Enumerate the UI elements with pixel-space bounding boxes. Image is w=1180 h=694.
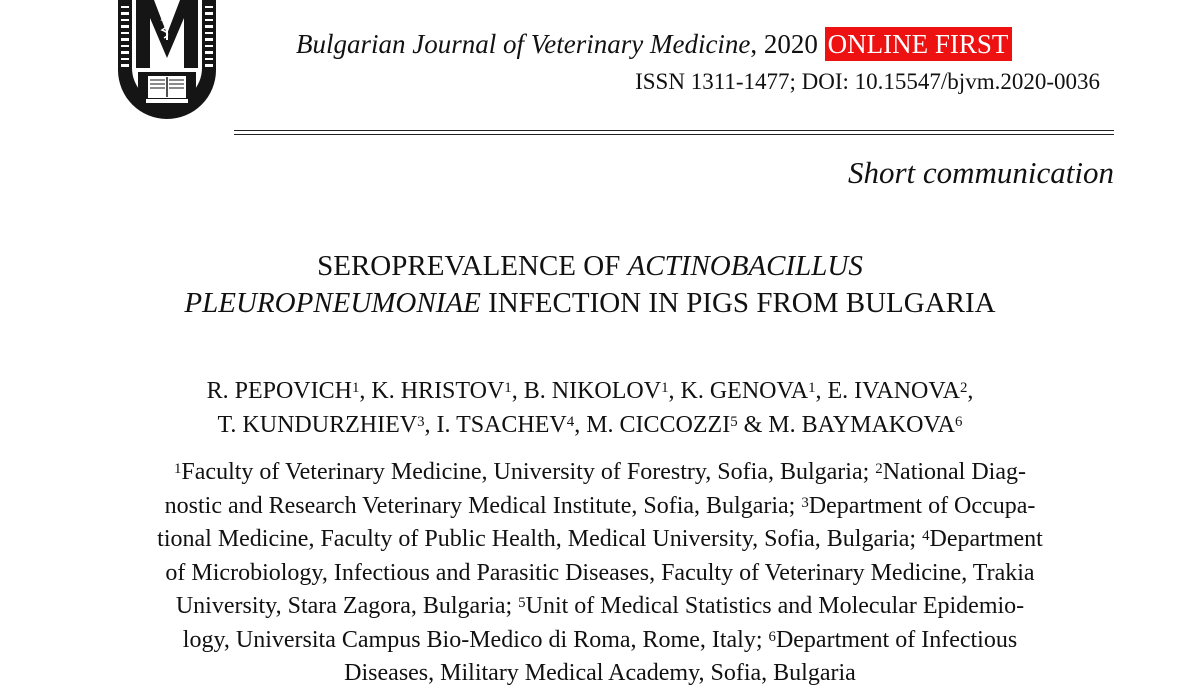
author: R. PEPOVICH$^1$, [206, 378, 372, 404]
title-line-2 [0, 285, 1180, 322]
author-list [0, 374, 1180, 442]
author: M. CICCOZZI$^5$ & [586, 412, 769, 438]
affiliation-line: University, Stara Zagora, Bulgaria; $^5$Unit of Medical Statistics and Molecular Epidemio- [175, 593, 1025, 619]
online-first-badge: ONLINE FIRST [825, 27, 1013, 61]
affiliations [80, 456, 1120, 691]
author: I. TSACHEV$^4$, [436, 412, 587, 438]
author: E. IVANOVA$^2$, [827, 378, 974, 404]
journal-name: Bulgarian Journal of Veterinary Medicine [296, 29, 751, 59]
affiliation-line: nostic and Research Veterinary Medical Institute, Sofia, Bulgaria; $^3$Department of Occupa- [164, 492, 1036, 519]
year-separator: , [750, 29, 764, 59]
author: M. BAYMAKOVA$^6$ [768, 412, 963, 438]
title-text: SEROPREVALENCE OF [317, 250, 628, 282]
title-line-1 [0, 248, 1180, 285]
affiliation-line: tional Medicine, Faculty of Public Health, Medical University, Sofia, Bulgaria; $^4$Department [157, 526, 1043, 552]
affiliation-line: $^1$Faculty of Veterinary Medicine, University of Forestry, Sofia, Bulgaria; $^2$National Diag- [173, 459, 1026, 485]
affiliation-line: Diseases, Military Medical Academy, Sofia, Bulgaria [344, 660, 856, 686]
title-species-genus: ACTINOBACILLUS [627, 250, 863, 282]
author: K. HRISTOV$^1$, [371, 378, 524, 404]
header-rule-bottom [234, 134, 1114, 135]
title-text: INFECTION IN PIGS FROM BULGARIA [480, 287, 996, 319]
article-title [0, 248, 1180, 322]
title-species-epithet: PLEUROPNEUMONIAE [184, 287, 481, 319]
author: K. GENOVA$^1$, [680, 378, 828, 404]
author: T. KUNDURZHIEV$^3$, [217, 412, 437, 438]
affiliation-line: of Microbiology, Infectious and Parasitic Diseases, Faculty of Veterinary Medicine, Trakia [165, 559, 1035, 586]
journal-header [296, 26, 1012, 62]
header-rule-top [234, 130, 1114, 131]
author-line-2 [0, 408, 1180, 442]
author: B. NIKOLOV$^1$, [523, 378, 681, 404]
issn-doi: ISSN 1311-1477; DOI: 10.15547/bjvm.2020-0036 [635, 69, 1100, 94]
journal-year: 2020 [763, 29, 818, 59]
affiliation-line: logy, Universita Campus Bio-Medico di Roma, Rome, Italy; $^6$Department of Infectious [182, 626, 1018, 653]
author-line-1 [0, 374, 1180, 408]
article-type-label: Short communication [847, 155, 1114, 190]
faculty-logo-icon [112, 0, 222, 126]
